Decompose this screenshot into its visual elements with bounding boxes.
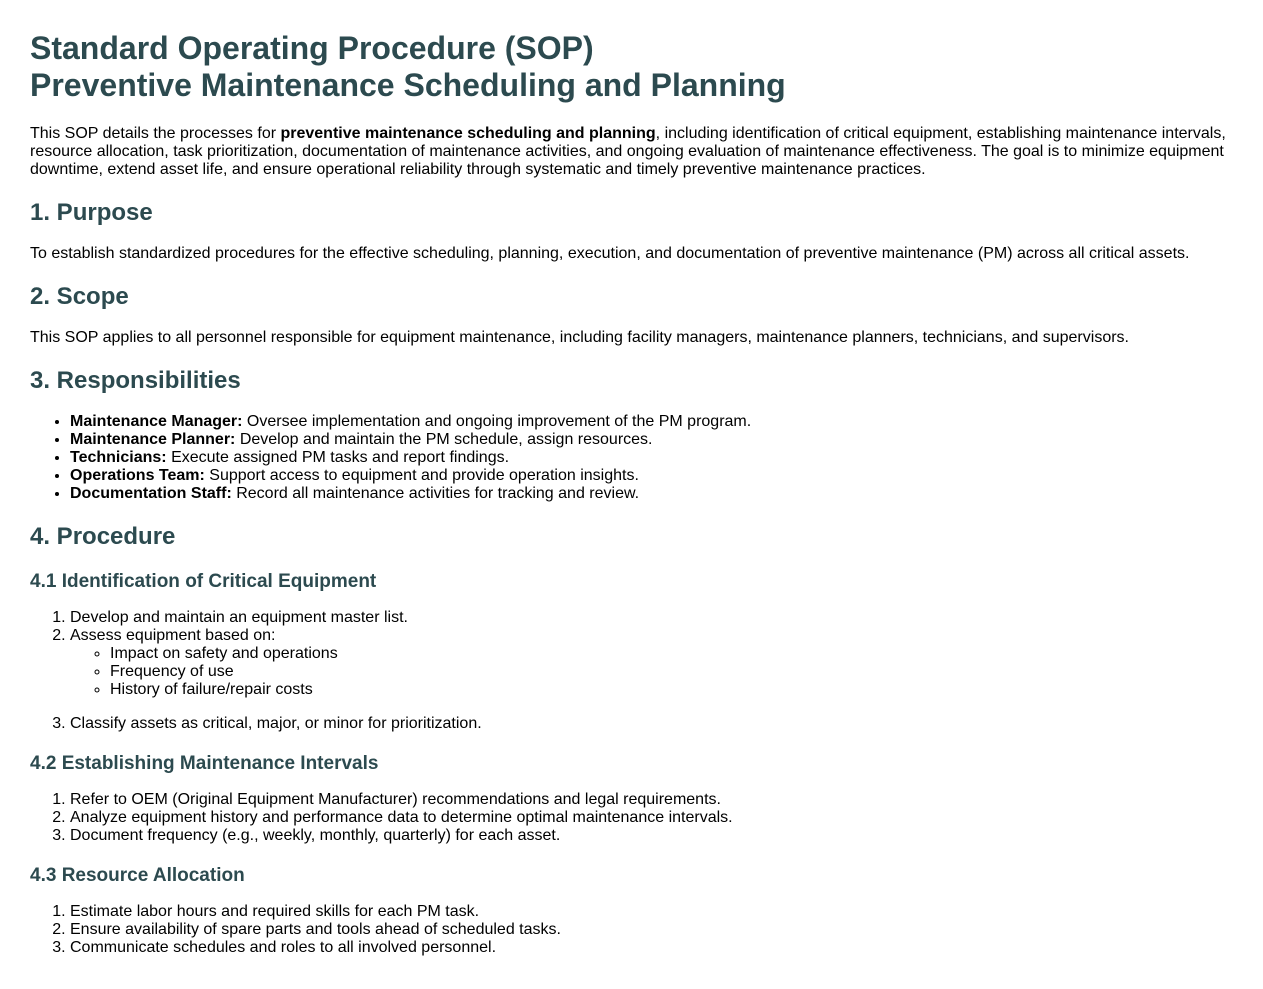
- assessment-criteria-list: [70, 645, 1233, 699]
- section-4-3-heading: 4.3 Resource Allocation: [30, 865, 245, 886]
- list-item: [70, 627, 1233, 699]
- list-item: [70, 485, 1233, 503]
- list-item: [70, 413, 1233, 431]
- section-4-1-heading: 4.1 Identification of Critical Equipment: [30, 571, 377, 592]
- section-4-1-steps: [30, 609, 1233, 733]
- section-4-2-steps: [30, 791, 1233, 845]
- list-item: [70, 467, 1233, 485]
- list-item: 3. Document frequency (e.g., weekly, monthly, quarterly) for each asset.: [70, 827, 1233, 845]
- list-item: [70, 609, 1233, 627]
- role-description: Oversee implementation and ongoing improvement of the PM program.: [242, 413, 752, 430]
- responsibilities-list: [30, 413, 1233, 503]
- title-line-1: Standard Operating Procedure (SOP): [30, 30, 594, 66]
- step-text: Assess equipment based on:: [70, 627, 276, 644]
- list-item: 2. Analyze equipment history and performance data to determine optimal maintenance intervals.: [70, 809, 1233, 827]
- role-label: Documentation Staff:: [70, 485, 232, 502]
- procedure-heading: 4. Procedure: [30, 523, 176, 550]
- purpose-heading: 1. Purpose: [30, 199, 153, 226]
- list-item: ◦ Impact on safety and operations: [110, 645, 1233, 663]
- role-description: Develop and maintain the PM schedule, assign resources.: [235, 431, 653, 448]
- list-item: 1. Refer to OEM (Original Equipment Manufacturer) recommendations and legal requirements.: [70, 791, 1233, 809]
- title-line-2: Preventive Maintenance Scheduling and Planning: [30, 67, 786, 103]
- list-item: 1. Estimate labor hours and required skills for each PM task.: [70, 903, 1233, 921]
- role-description: Support access to equipment and provide operation insights.: [204, 467, 639, 484]
- list-item: [70, 431, 1233, 449]
- step-text: Develop and maintain an equipment master list.: [70, 609, 408, 626]
- role-description: Execute assigned PM tasks and report findings.: [166, 449, 510, 466]
- role-description: Record all maintenance activities for tracking and review.: [231, 485, 640, 502]
- intro-paragraph: [30, 125, 1230, 179]
- intro-text-bold: preventive maintenance scheduling and planning: [280, 125, 656, 142]
- list-item: 2. Ensure availability of spare parts and tools ahead of scheduled tasks.: [70, 921, 1233, 939]
- step-text: Classify assets as critical, major, or minor for prioritization.: [70, 715, 482, 732]
- intro-text-after: , including identification of critical equipment, establishing maintenance intervals, resource allocation, task prioritization, documentation of maintenance activities, and ongoing evaluation of maintenance effectiveness. The goal is to minimize equipment downtime, extend asset life, and ensure operational reliability through systematic and timely preventive maintenance practices.: [30, 125, 1226, 178]
- role-label: Maintenance Planner:: [70, 431, 236, 448]
- responsibilities-heading: 3. Responsibilities: [30, 367, 241, 394]
- scope-text: This SOP applies to all personnel responsible for equipment maintenance, including facility managers, maintenance planners, technicians, and supervisors.: [30, 329, 1129, 346]
- list-item: 3. Communicate schedules and roles to all involved personnel.: [70, 939, 1233, 957]
- role-label: Operations Team:: [70, 467, 205, 484]
- role-label: Maintenance Manager:: [70, 413, 243, 430]
- role-label: Technicians:: [70, 449, 167, 466]
- list-item: [70, 449, 1233, 467]
- list-item: [70, 715, 1233, 733]
- section-4-2-heading: 4.2 Establishing Maintenance Intervals: [30, 753, 379, 774]
- intro-text-before: This SOP details the processes for: [30, 125, 281, 142]
- purpose-text: To establish standardized procedures for the effective scheduling, planning, execution, and documentation of preventive maintenance (PM) across all critical assets.: [30, 245, 1190, 262]
- section-4-3-steps: [30, 903, 1233, 957]
- document-title: [30, 30, 1233, 104]
- scope-heading: 2. Scope: [30, 283, 129, 310]
- list-item: ◦ History of failure/repair costs: [110, 681, 1233, 699]
- list-item: ◦ Frequency of use: [110, 663, 1233, 681]
